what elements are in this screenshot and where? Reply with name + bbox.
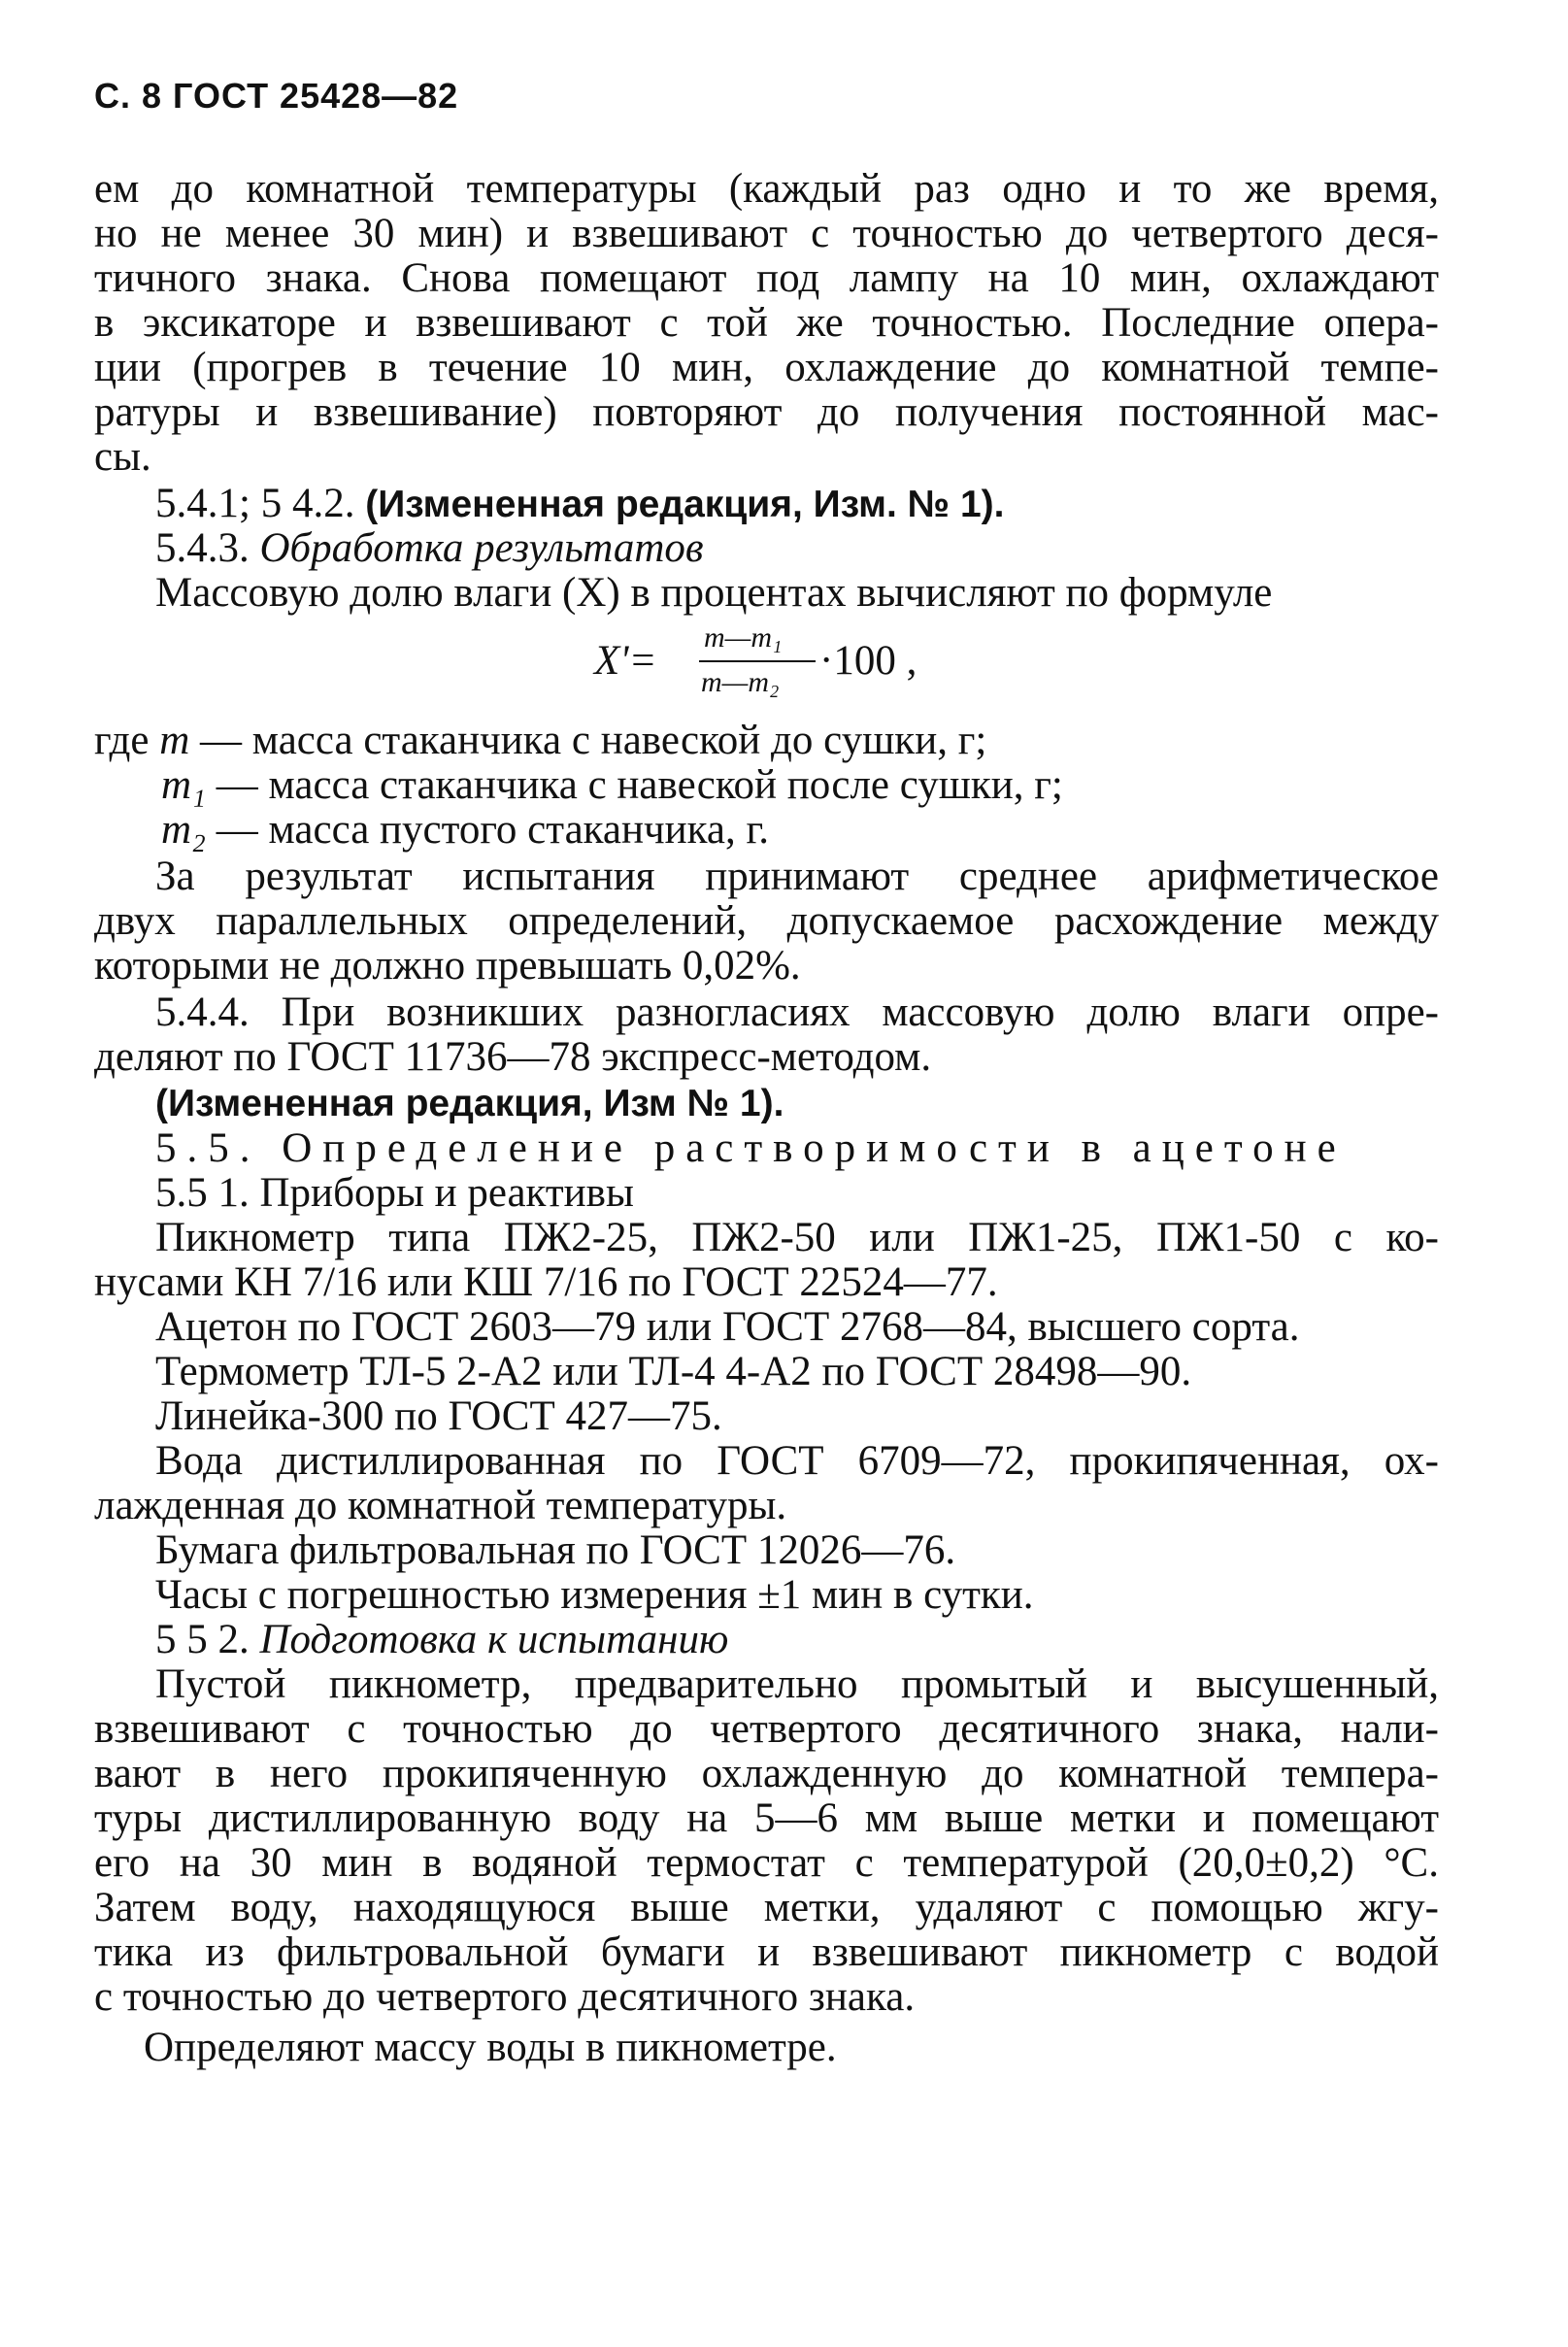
- definition-prefix: где: [94, 718, 160, 763]
- section-heading-551: 5.5 1. Приборы и реактивы: [155, 1170, 634, 1216]
- text-line: ратуры и взвешивание) повторяют до получения постоянной мас-: [94, 389, 1439, 435]
- instrument-line: Бумага фильтровальная по ГОСТ 12026—76.: [155, 1527, 956, 1573]
- instrument-line: Часы с погрешностью измерения ±1 мин в сутки.: [155, 1572, 1034, 1618]
- formula-rhs: ·100 ,: [819, 638, 917, 684]
- text-line: Пустой пикнометр, предварительно промытый и высушенный,: [155, 1661, 1439, 1707]
- definition-variable: m₁: [161, 762, 207, 808]
- instrument-line: лажденная до комнатной температуры.: [94, 1483, 787, 1528]
- instrument-line: Пикнометр типа ПЖ2-25, ПЖ2-50 или ПЖ1-25, ПЖ1-50 с ко-: [155, 1215, 1439, 1260]
- text-line: вают в него прокипяченную охлажденную до комнатной темпера-: [94, 1751, 1439, 1796]
- text-line: ем до комнатной температуры (каждый раз одно и то же время,: [94, 166, 1439, 212]
- text-line: ции (прогрев в течение 10 мин, охлаждение до комнатной темпе-: [94, 345, 1439, 390]
- section-number: 5 5 2.: [155, 1617, 260, 1662]
- final-line: Определяют массу воды в пикнометре.: [144, 2025, 837, 2070]
- text-line: взвешивают с точностью до четвертого десятичного знака, нали-: [94, 1706, 1439, 1752]
- definition-variable: m: [159, 718, 190, 763]
- section-number: 5.4.3.: [155, 525, 260, 571]
- section-heading-552: [155, 1618, 728, 1662]
- text-line: тика из фильтровальной бумаги и взвешивают пикнометр с водой: [94, 1929, 1439, 1975]
- section-title: Подготовка к испытанию: [259, 1617, 729, 1662]
- text-line: которыми не должно превышать 0,02%.: [94, 943, 801, 989]
- instrument-line: Линейка-300 по ГОСТ 427—75.: [155, 1393, 722, 1439]
- definition-line: [161, 763, 1063, 808]
- text-line: в эксикаторе и взвешивают с той же точностью. Последние опера-: [94, 300, 1439, 346]
- page-header: С. 8 ГОСТ 25428—82: [94, 76, 459, 116]
- text-line: двух параллельных определений, допускаемое расхождение между: [94, 898, 1439, 944]
- fraction-bar: [699, 660, 816, 662]
- text-line: За результат испытания принимают среднее арифметическое: [155, 854, 1439, 899]
- definition-text: — масса стаканчика с навеской до сушки, г;: [189, 718, 987, 763]
- definition-variable: m₂: [161, 807, 207, 853]
- formula-numerator: m—m₁: [704, 621, 783, 654]
- formula-intro: Массовую долю влаги (X) в процентах вычисляют по формуле: [155, 570, 1273, 616]
- definition-line: [94, 719, 986, 763]
- definition-line: [161, 808, 769, 853]
- text-line: туры дистиллированную воду на 5—6 мм выше метки и помещают: [94, 1795, 1439, 1841]
- edit-note-prefix: 5.4.1; 5 4.2.: [155, 481, 366, 526]
- text-line: тичного знака. Снова помещают под лампу на 10 мин, охлаждают: [94, 255, 1439, 301]
- text-line: Затем воду, находящуюся выше метки, удаляют с помощью жгу-: [94, 1885, 1439, 1930]
- text-line: 5.4.4. При возникших разногласиях массовую долю влаги опре-: [155, 989, 1439, 1035]
- section-title: Обработка результатов: [259, 525, 704, 571]
- text-line: его на 30 мин в водяной термостат с температурой (20,0±0,2) °С.: [94, 1840, 1439, 1886]
- text-line: с точностью до четвертого десятичного знака.: [94, 1974, 916, 2020]
- formula: [594, 621, 1021, 709]
- text-line: сы.: [94, 434, 151, 480]
- text-line: но не менее 30 мин) и взвешивают с точностью до четвертого деся-: [94, 211, 1439, 256]
- instrument-line: нусами КН 7/16 или КШ 7/16 по ГОСТ 22524—77.: [94, 1259, 998, 1305]
- formula-lhs: X'=: [594, 638, 657, 684]
- definition-text: — масса стаканчика с навеской после сушки, г;: [206, 762, 1063, 808]
- instrument-line: Вода дистиллированная по ГОСТ 6709—72, прокипяченная, ох-: [155, 1438, 1439, 1484]
- section-heading-543: [155, 526, 704, 571]
- edit-note: (Измененная редакция, Изм № 1).: [155, 1083, 784, 1124]
- edit-note: [155, 482, 1004, 527]
- formula-denominator: m—m₂: [701, 666, 780, 698]
- text-line: деляют по ГОСТ 11736—78 экспресс-методом.: [94, 1034, 932, 1080]
- instrument-line: Ацетон по ГОСТ 2603—79 или ГОСТ 2768—84, высшего сорта.: [155, 1304, 1300, 1350]
- section-heading-55: 5.5. Определение растворимости в ацетоне: [155, 1125, 1347, 1171]
- edit-note-bold: (Измененная редакция, Изм. № 1).: [365, 484, 1005, 525]
- instrument-line: Термометр ТЛ-5 2-А2 или ТЛ-4 4-А2 по ГОСТ 28498—90.: [155, 1349, 1192, 1394]
- definition-text: — масса пустого стаканчика, г.: [206, 807, 770, 853]
